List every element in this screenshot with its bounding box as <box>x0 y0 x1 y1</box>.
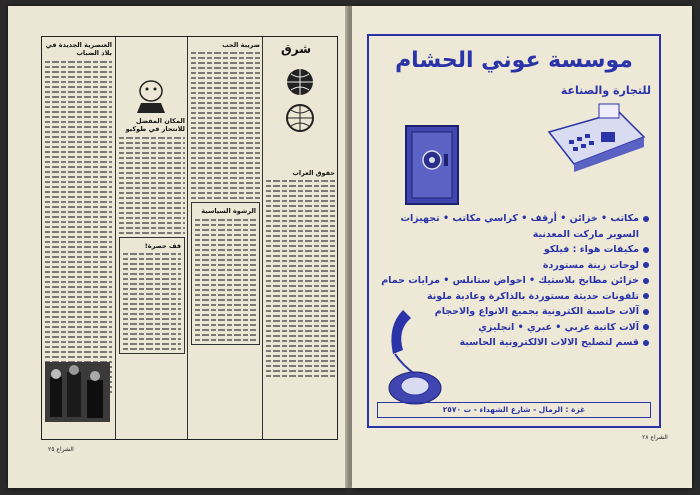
bullet-icon <box>643 278 649 284</box>
bullet-icon <box>643 293 649 299</box>
article-text <box>45 61 112 393</box>
ad-subtitle: للتجارة والصناعة <box>560 84 651 97</box>
news-columns-frame <box>41 36 338 440</box>
page-number: الشراع ٢٨ <box>642 434 668 441</box>
ad-item: السوبر ماركت المعدنية <box>532 228 639 240</box>
left-page <box>8 6 346 488</box>
column-headline: العنصرية الجديدة في بلاد الضباب <box>45 41 112 58</box>
ad-item: قسم لتصليح الالات الالكترونية الحاسبة <box>379 335 649 351</box>
telephone-illustration <box>383 306 445 416</box>
article-text <box>266 180 335 377</box>
news-column <box>262 37 338 439</box>
news-column <box>187 37 263 439</box>
box-headline: الرشوة السياسية <box>201 207 256 216</box>
article-text <box>191 52 260 199</box>
masthead-logo <box>263 37 338 137</box>
article-text <box>119 137 185 234</box>
ad-item: تلفونات حديثة مستوردة بالذاكرة وعادية ملونة <box>379 289 649 305</box>
globe-icon <box>285 67 315 97</box>
globe-icon <box>285 103 315 133</box>
ad-address: غزة : الرمال - شارع الشهداء - ت ٢٥٧٠ <box>377 402 651 418</box>
ad-item: آلات كاتبة عربي • عبري • انجليزي <box>379 320 649 336</box>
ad-item: مكاتب • خزائن • أرقف • كراسي مكاتب • تجهيزات <box>379 211 649 227</box>
boxed-article <box>191 202 260 344</box>
ad-item: لوحات زينة مستوردة <box>379 258 649 274</box>
bullet-icon <box>643 247 649 253</box>
bullet-icon <box>643 340 649 346</box>
bullet-icon <box>643 309 649 315</box>
advertisement <box>367 34 661 428</box>
logo-text: شرق <box>281 42 311 56</box>
bullet-icon <box>643 216 649 222</box>
ad-item: مكيفات هواء : فيلكو <box>379 242 649 258</box>
page-number: الشراع ٢٥ <box>48 446 74 453</box>
box-headline: قف حصرة! <box>144 241 181 250</box>
column-headline: ضريبة الحب <box>222 41 260 49</box>
column-headline: المكان المفضل للانتحار في طوكيو <box>125 117 185 134</box>
bullet-icon <box>643 324 649 330</box>
news-column <box>115 37 188 439</box>
safe-illustration <box>404 124 460 206</box>
ad-item: آلات حاسبة الكترونية بجميع الانواع والاحجام <box>379 304 649 320</box>
cartoon-figure <box>131 77 171 113</box>
boxed-article <box>119 237 185 354</box>
bullet-icon <box>643 262 649 268</box>
column-headline: حقوق العراب <box>292 169 335 177</box>
ad-item: خزائن مطابخ بلاستيك • احواض ستانلس • مرايات حمام <box>379 273 649 289</box>
right-page <box>352 6 692 488</box>
ad-title: موسسة عوني الحشام <box>395 48 633 73</box>
news-photo <box>45 362 110 422</box>
news-column <box>42 37 115 439</box>
calculator-illustration <box>539 102 649 172</box>
